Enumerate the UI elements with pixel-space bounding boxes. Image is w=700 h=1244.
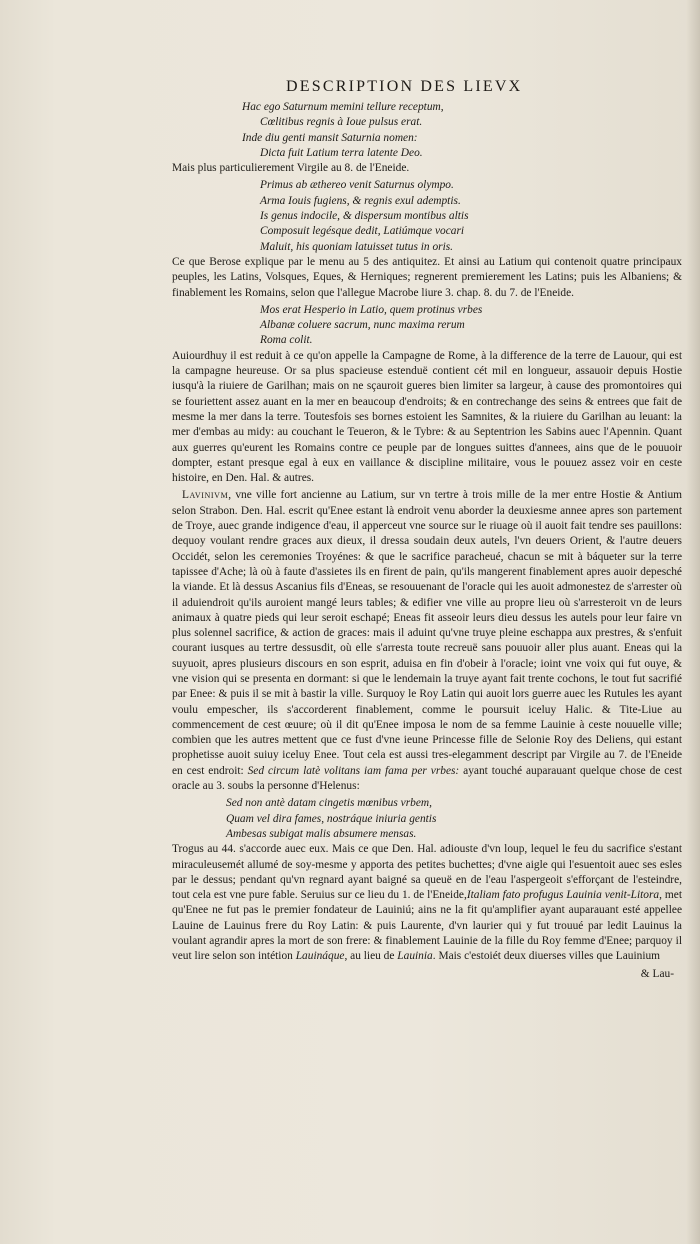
verse-quote-ovid <box>172 100 682 161</box>
verse-line: Quam vel dira fames, nostráque iniuria gentis <box>226 812 437 825</box>
text-block <box>172 100 682 982</box>
verse-line: Ambesas subigat malis absumere mensas. <box>226 827 417 840</box>
verse-line: Inde diu genti mansit Saturnia nomen: <box>242 131 418 144</box>
verse-line: Albanæ coluere sacrum, nunc maxima rerum <box>260 319 465 332</box>
verse-line: Dicta fuit Latium terra latente Deo. <box>260 146 423 159</box>
paragraph-text: , vne ville fort ancienne au Latium, sur vn tertre à trois mille de la mer entre Hostie & Antium selon Strabon. Den. Hal. escrit qu'Enee estant là endroit venu aborder la deuxiesme annee apres son partement de Troye, auec grande indigence d'eau, il apperceut vne source sur le riuage où il auoit fait tendre ses pauillons: dequoy voulant rendre graces aux dieux, il dressa soudain deux autels, l'vn deuers Orient, & l'autre deuers Occidét, selon les ceremonies Troyénes: & que le sacrifice paracheué, chacun se mit à báqueter sur la terre tapissee d'Ache; là où à faute d'assietes ils en firent de pain, qu'ils mangerent finablement apres auoir depesché la viande. Et là dessus Ascanius fils d'Eneas, se resouuenant de l'oracle qui les auoit admonestez de s'arrester où il aduiendroit qu'ils auroient mangé leurs tables; & edifier vne ville au propre lieu où s'arresteroit vn de leurs animaux à quatre pieds qui leur seroit eschapé; Eneas fit asseoir leurs dieu dessus les autels pour leur faire vn plus solennel sacrifice, & action de graces: mais il aduint qu'vne truye pleine eschappa aux prestres, & s'enfuit courant iusques au tertre dessusdit, où elle s'arresta toute recreuë sans pouuoir aller plus auant. Eneas qui la suyuoit, apres plusieurs discours en son esprit, aduisa en fin d'obeir à l'oracle; ioint vne voix qui fut ouye, & vne vision qui se presenta en dormant: si que le lendemain la truye ayant fait trente cochons, le tout fut sacrifié par Enee: & puis il se mit à bastir la ville. Surquoy le Roy Latin qui auoit lors guerre auec les Rutules les ayant voulu empescher, ils s'accorderent finablement, comme le poursuit iceluy Halic. & Tite-Liue au commencement de cest œuure; où il dit qu'Enee imposa le nom de sa femme Lauinie à ceste nouuelle ville; combien que les autres mettent que ce fust d'vne ieune Princesse fille de Selonie Roy des Deliens, qui estant prophetisse auoit suiuy iceluy Enee. Tout cela est aussi tres-elegamment descript par Virgile au 7. de l'Eneide en cest endroit: <box>172 489 682 777</box>
verse-line: Maluit, his quoniam latuisset tutus in oris. <box>260 240 454 253</box>
paragraph-text: . Mais c'estoiét deux diuerses villes que Lauinium <box>432 950 661 963</box>
verse-line: Arma Iouis fugiens, & regnis exul ademptis. <box>260 194 461 207</box>
paragraph: Mais plus particulierement Virgile au 8. de l'Eneide. <box>172 162 410 175</box>
page-gutter-shadow <box>686 0 700 1244</box>
paragraph: Ce que Berose explique par le menu au 5 des antiquitez. Et ainsi au Latium qui contenoit quatre principaux peuples, les Latins, Volsques, Eques, & Herniques; regnerent premierement les Latins; puis les Albaniens; & finablement les Romains, selon que l'allegue Macrobe liure 3. chap. 8. du 7. de l'Eneide. <box>172 255 682 299</box>
inline-quote: Lauinia <box>397 950 433 963</box>
running-head: DESCRIPTION DES LIEVX <box>286 78 523 95</box>
verse-line: Sed non antè datam cingetis mœnibus vrbem, <box>226 797 432 810</box>
verse-line: Roma colit. <box>260 334 313 347</box>
paragraph-text: , met qu'Enee ne fut pas le premier fondateur de Lauiniú; ains ne la fit qu'amplifier ayant auparauant esté appellee Lauine de Lauinus frere du Roy Latin: & puis Laurente, d'vn laurier qui y fut trouué par ledit Lauinus la voulant agrandir apres la mort de son frere: & finablement Lauinie de la fille du Roy femme d'Enee; parquoy il veut lire selon son intétion <box>172 889 682 963</box>
paragraph-text: ayant touché auparauant quelque chose de cest oracle au 3. soubs la personne d'Helenus: <box>172 764 682 793</box>
paragraph-lead-word: Lavinivm <box>182 489 229 502</box>
verse-line: Hac ego Saturnum memini tellure receptum, <box>242 101 444 113</box>
verse-quote-virgil-7 <box>172 303 682 349</box>
paragraph-lavinium <box>172 488 682 794</box>
verse-quote-virgil-8 <box>172 178 682 254</box>
inline-quote: Lauináque <box>295 950 345 963</box>
paragraph-text: , au lieu de <box>344 950 395 963</box>
verse-line: Primus ab æthereo venit Saturnus olympo. <box>260 179 454 192</box>
paragraph: Auiourdhuy il est reduit à ce qu'on appelle la Campagne de Rome, à la difference de la terre de Lauour, qui est la campagne heureuse. Or sa plus spacieuse estenduë contient cét mil en longueur, assauoir depuis Hostie iusqu'à la riuiere de Garilhan; mais on ne sçauroit gueres bien limiter sa largeur, à cause des promontoires qui se fouriettent assez auant en la mer en beaucoup d'endroits; & en contrechange des seins & entrees que fait de mesme la mer dans la terre. Toutesfois ses bornes estoient les Samnites, & la riuiere du Garilhan au leuant: la mer d'embas au midy: au couchant le Teueron, & le Tybre: & au Septentrion les Sabins auec l'Apennin. Quant aux guerres qu'eurent les Romains contre ce peuple par de longues suittes d'annees, ains que de le pouuoir dompter, estant presque egal à eux en vaillance & discipline militaire, vous le pouuez assez voir en ceste histoire, en Den. Hal. & autres. <box>172 349 682 485</box>
verse-line: Composuit legésque dedit, Latiúmque vocari <box>260 225 465 238</box>
paragraph-text: Trogus au 44. s'accorde auec eux. Mais ce que Den. Hal. adiouste d'vn loup, lequel le feu du sacrifice s'estant miraculeusemét allumé de soy-mesme y apporta des petites buchettes; d'vne aigle qui l'esuentoit auec ses esles par le dessus; pendant qu'vn regnard ayant baigné sa queuë en de l'eau l'aspergeoit s'efforçant de l'esteindre, tout cela est vne pure fable. Seruius sur ce lieu du 1. de l'Eneide, <box>172 843 682 902</box>
verse-quote-virgil-3 <box>172 796 682 842</box>
verse-line: Mos erat Hesperio in Latio, quem protinus vrbes <box>260 303 483 316</box>
verse-line: Cœlitibus regnis à Ioue pulsus erat. <box>260 116 423 129</box>
verse-line: Is genus indocile, & dispersum montibus altis <box>260 210 469 223</box>
inline-quote: Italiam fato profugus Lauinia venit-Litora <box>466 889 660 902</box>
paragraph-trogus <box>172 842 682 964</box>
catchword: & Lau- <box>640 967 674 980</box>
inline-quote: Sed circum latè volitans iam fama per vrbes: <box>247 764 460 777</box>
